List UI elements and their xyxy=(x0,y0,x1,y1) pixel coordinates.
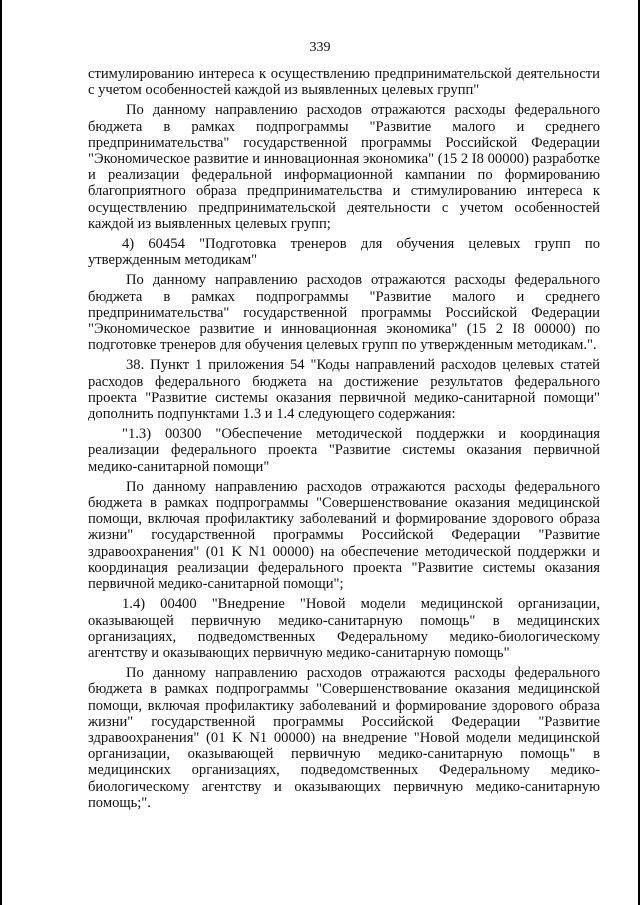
paragraph: "1.3) 00300 "Обеспечение методической поддержки и координация реализации федерального проекта "Развитие системы оказания первичной медико-санитарной помощи" xyxy=(88,426,600,475)
paragraph: По данному направлению расходов отражаются расходы федерального бюджета в рамках подпрограммы "Совершенствование оказания медицинской помощи, включая профилактику заболеваний и формирование здорового образа жизни" государственной программы Российской Федерации "Развитие здравоохранения" (01 K N1 00000) на обеспечение методической поддержки и координация реализации федерального проекта "Развитие системы оказания первичной медико-санитарной помощи"; xyxy=(88,478,600,593)
paragraph: По данному направлению расходов отражаются расходы федерального бюджета в рамках подпрограммы "Совершенствование оказания медицинской помощи, включая профилактику заболеваний и формирование здорового образа жизни" государственной программы Российской Федерации "Развитие здравоохранения" (01 K N1 00000) на внедрение "Новой модели медицинской организации, оказывающей первичную медико-санитарную помощь" в медицинских организациях, подведомственных Федеральному медико-биологическому агентству и оказывающих первичную медико-санитарную помощь;". xyxy=(88,665,600,811)
paragraph: стимулированию интереса к осуществлению предпринимательской деятельности с учетом особенностей каждой из выявленных целевых групп" xyxy=(88,66,600,99)
page-number: 339 xyxy=(309,40,331,55)
paragraph: По данному направлению расходов отражаются расходы федерального бюджета в рамках подпрограммы "Развитие малого и среднего предпринимательства" государственной программы Российской Федерации "Экономическое развитие и инновационная экономика" (15 2 I8 00000) по подготовке тренеров для обучения целевых групп по утвержденным методикам.". xyxy=(88,272,600,354)
paragraph: 4) 60454 "Подготовка тренеров для обучения целевых групп по утвержденным методикам" xyxy=(88,236,600,269)
paragraph: 38. Пункт 1 приложения 54 "Коды направлений расходов целевых статей расходов федерального бюджета на достижение результатов федерального проекта "Развитие системы оказания первичной медико-санитарной помощи" дополнить подпунктами 1.3 и 1.4 следующего содержания: xyxy=(88,357,600,423)
scan-border-left xyxy=(0,0,2,905)
paragraph: По данному направлению расходов отражаются расходы федерального бюджета в рамках подпрограммы "Развитие малого и среднего предпринимательства" государственной программы Российской Федерации "Экономическое развитие и инновационная экономика" (15 2 I8 00000) разработке и реализации федеральной информационной кампании по формированию благоприятного образа предпринимательства и стимулированию интереса к осуществлению предпринимательской деятельности с учетом особенностей каждой из выявленных целевых групп; xyxy=(88,102,601,232)
document-body xyxy=(88,66,600,815)
paragraph: 1.4) 00400 "Внедрение "Новой модели медицинской организации, оказывающей первичную медико-санитарную помощь" в медицинских организациях, подведомственных Федеральному медико-биологическому агентству и оказывающих первичную медико-санитарную помощь" xyxy=(88,596,600,661)
